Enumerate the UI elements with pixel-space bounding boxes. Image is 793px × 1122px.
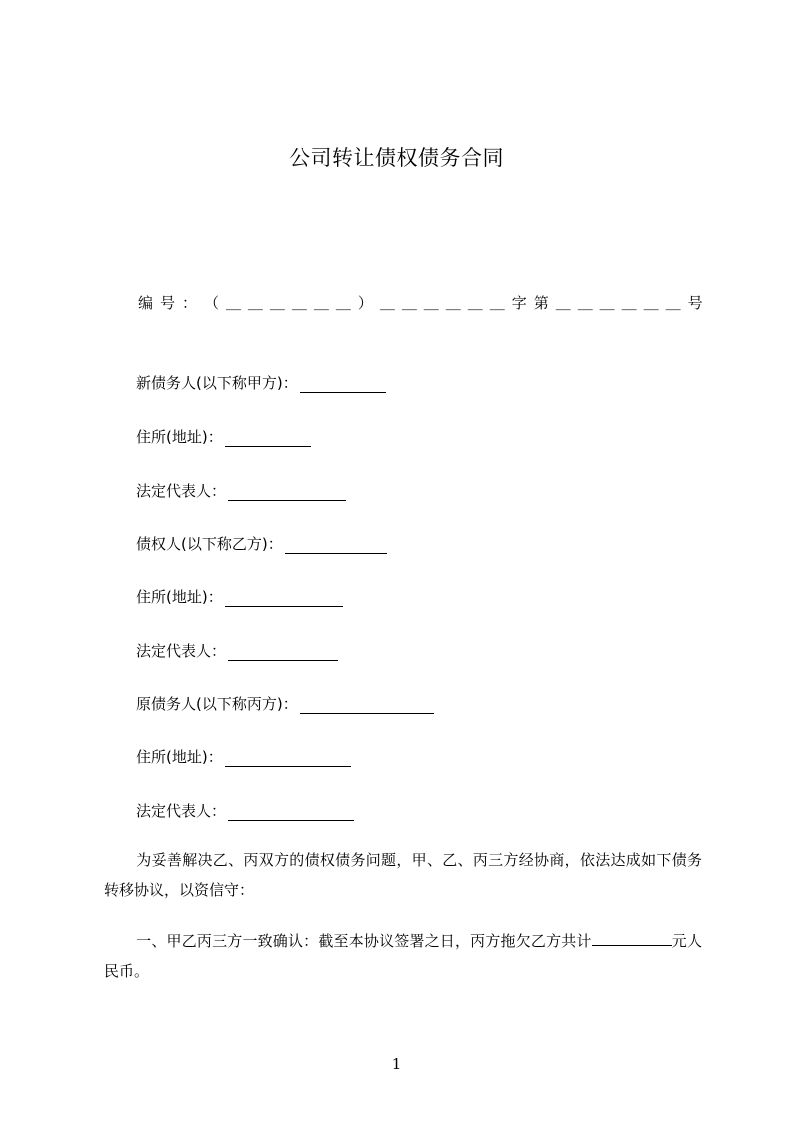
fill-in-blank[interactable] xyxy=(228,484,346,501)
field-label: 原债务人(以下称丙方)： xyxy=(136,695,298,713)
number-blank: ＿ xyxy=(379,294,395,312)
field-creditor-representative xyxy=(136,640,338,661)
contract-number-line xyxy=(138,292,703,313)
number-blank: ＿ xyxy=(445,294,461,312)
fill-in-blank[interactable] xyxy=(285,537,387,554)
field-new-debtor-address xyxy=(136,426,311,447)
field-new-debtor xyxy=(136,372,386,393)
number-blank: ＿ xyxy=(555,294,571,312)
number-blank: ＿ xyxy=(621,294,637,312)
field-label: 法定代表人： xyxy=(136,802,227,820)
number-blank: ＿ xyxy=(665,294,681,312)
field-label: 住所(地址)： xyxy=(136,748,223,766)
number-blank: ＿ xyxy=(247,294,263,312)
number-blank: ＿ xyxy=(335,294,351,312)
amount-blank[interactable] xyxy=(592,931,672,946)
field-original-debtor-representative xyxy=(136,800,354,821)
field-label: 住所(地址)： xyxy=(136,428,223,446)
number-char: 字 xyxy=(511,294,527,312)
number-char: ） xyxy=(357,294,373,312)
field-label: 法定代表人： xyxy=(136,642,227,660)
number-char: 号 xyxy=(687,294,703,312)
field-label: 法定代表人： xyxy=(136,482,227,500)
field-original-debtor-address xyxy=(136,746,351,767)
number-blank: ＿ xyxy=(643,294,659,312)
clause-one-text-end: 元人民币。 xyxy=(104,932,702,980)
fill-in-blank[interactable] xyxy=(300,376,386,393)
number-char: （ xyxy=(203,294,219,312)
fill-in-blank[interactable] xyxy=(225,430,311,447)
preamble-paragraph xyxy=(104,845,702,905)
document-title: 公司转让债权债务合同 xyxy=(289,146,504,170)
number-blank: ＿ xyxy=(489,294,505,312)
number-blank: ＿ xyxy=(291,294,307,312)
field-creditor-address xyxy=(136,586,343,607)
number-char: 编 xyxy=(138,294,154,312)
field-label: 新债务人(以下称甲方)： xyxy=(136,374,298,392)
number-blank: ＿ xyxy=(423,294,439,312)
clause-one-paragraph xyxy=(104,926,702,986)
number-blank: ＿ xyxy=(467,294,483,312)
number-char: ： xyxy=(181,294,197,312)
number-char: 号 xyxy=(159,294,175,312)
fill-in-blank[interactable] xyxy=(300,697,434,714)
number-blank: ＿ xyxy=(599,294,615,312)
number-blank: ＿ xyxy=(269,294,285,312)
fill-in-blank[interactable] xyxy=(225,750,351,767)
fill-in-blank[interactable] xyxy=(228,804,354,821)
fill-in-blank[interactable] xyxy=(225,590,343,607)
clause-one-text: 一、甲乙丙三方一致确认：截至本协议签署之日，丙方拖欠乙方共计 xyxy=(136,932,592,950)
field-label: 债权人(以下称乙方)： xyxy=(136,535,283,553)
number-char: 第 xyxy=(533,294,549,312)
number-blank: ＿ xyxy=(225,294,241,312)
field-original-debtor xyxy=(136,693,434,714)
preamble-text: 为妥善解决乙、丙双方的债权债务问题，甲、乙、丙三方经协商，依法达成如下债务转移协议，以资信守： xyxy=(104,851,702,899)
fill-in-blank[interactable] xyxy=(228,644,338,661)
field-label: 住所(地址)： xyxy=(136,588,223,606)
field-new-debtor-representative xyxy=(136,480,346,501)
number-blank: ＿ xyxy=(313,294,329,312)
page-number: 1 xyxy=(391,1055,402,1073)
number-blank: ＿ xyxy=(577,294,593,312)
number-blank: ＿ xyxy=(401,294,417,312)
field-creditor xyxy=(136,533,387,554)
